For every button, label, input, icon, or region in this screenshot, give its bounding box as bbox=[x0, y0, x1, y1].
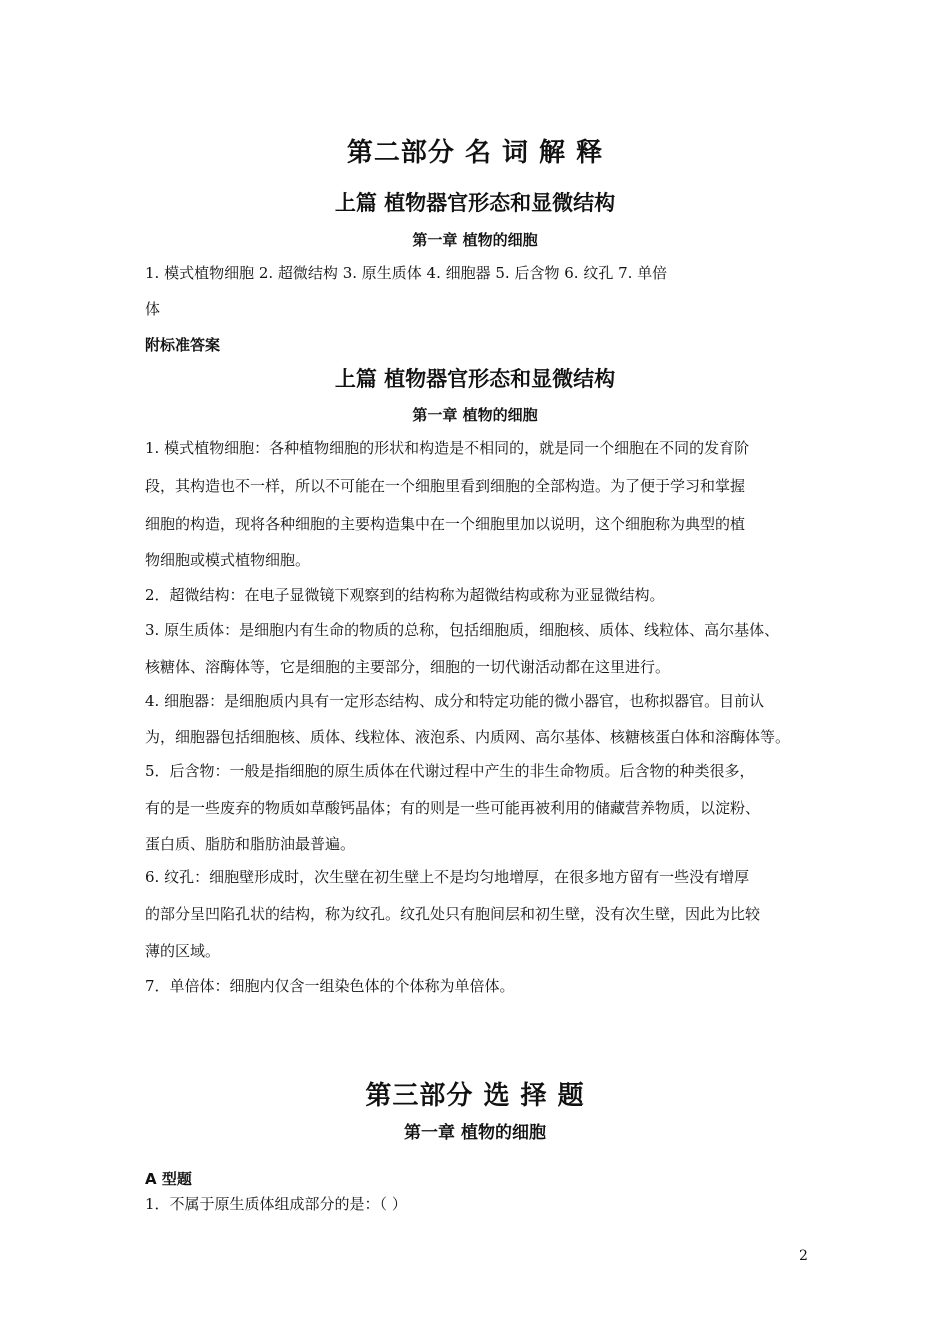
answer-line: 的部分呈凹陷孔状的结构，称为纹孔。纹孔处只有胞间层和初生壁，没有次生壁，因此为比较 bbox=[145, 905, 761, 923]
terms-line-1: 1. 模式植物细胞 2. 超微结构 3. 原生质体 4. 细胞器 5. 后含物 6. 纹孔 7. 单倍 bbox=[145, 264, 668, 282]
answers-volume-title: 上篇 植物器官形态和显微结构 bbox=[334, 366, 616, 391]
answers-chapter-title: 第一章 植物的细胞 bbox=[412, 406, 538, 424]
page-number: 2 bbox=[799, 1248, 808, 1264]
question-type-label: A 型题 bbox=[145, 1170, 192, 1188]
answer-line: 段，其构造也不一样，所以不可能在一个细胞里看到细胞的全部构造。为了便于学习和掌握 bbox=[145, 477, 746, 495]
answer-line: 7．单倍体：细胞内仅含一组染色体的个体称为单倍体。 bbox=[145, 977, 515, 995]
part2-chapter-title: 第一章 植物的细胞 bbox=[412, 231, 538, 249]
answer-line: 2．超微结构：在电子显微镜下观察到的结构称为超微结构或称为亚显微结构。 bbox=[145, 586, 665, 604]
answer-line: 3. 原生质体：是细胞内有生命的物质的总称，包括细胞质，细胞核、质体、线粒体、高尔基体、 bbox=[145, 621, 780, 639]
answer-line: 薄的区域。 bbox=[145, 942, 221, 960]
question-1: 1．不属于原生质体组成部分的是：（ ） bbox=[145, 1195, 407, 1213]
answer-line: 核糖体、溶酶体等，它是细胞的主要部分，细胞的一切代谢活动都在这里进行。 bbox=[145, 658, 671, 676]
part3-chapter-title: 第一章 植物的细胞 bbox=[404, 1123, 546, 1143]
answer-line: 4. 细胞器：是细胞质内具有一定形态结构、成分和特定功能的微小器官，也称拟器官。目前认 bbox=[145, 692, 765, 710]
answer-line: 有的是一些废弃的物质如草酸钙晶体；有的则是一些可能再被利用的储藏营养物质，以淀粉、 bbox=[145, 799, 761, 817]
part2-title: 第二部分 名 词 解 释 bbox=[346, 138, 604, 168]
terms-line-2: 体 bbox=[145, 300, 161, 318]
answer-line: 6. 纹孔：细胞壁形成时，次生壁在初生壁上不是均匀地增厚，在很多地方留有一些没有增厚 bbox=[145, 868, 750, 886]
answers-label: 附标准答案 bbox=[145, 336, 221, 354]
answer-line: 物细胞或模式植物细胞。 bbox=[145, 551, 311, 569]
answer-line: 5．后含物：一般是指细胞的原生质体在代谢过程中产生的非生命物质。后含物的种类很多， bbox=[145, 762, 755, 780]
part3-title: 第三部分 选 择 题 bbox=[365, 1081, 585, 1111]
answer-line: 1. 模式植物细胞：各种植物细胞的形状和构造是不相同的，就是同一个细胞在不同的发育阶 bbox=[145, 439, 750, 457]
part2-volume-title: 上篇 植物器官形态和显微结构 bbox=[334, 190, 616, 215]
answer-line: 蛋白质、脂肪和脂肪油最普遍。 bbox=[145, 835, 356, 853]
answer-line: 为，细胞器包括细胞核、质体、线粒体、液泡系、内质网、高尔基体、核糖核蛋白体和溶酶体等。 bbox=[145, 728, 791, 746]
answer-line: 细胞的构造，现将各种细胞的主要构造集中在一个细胞里加以说明，这个细胞称为典型的植 bbox=[145, 515, 746, 533]
